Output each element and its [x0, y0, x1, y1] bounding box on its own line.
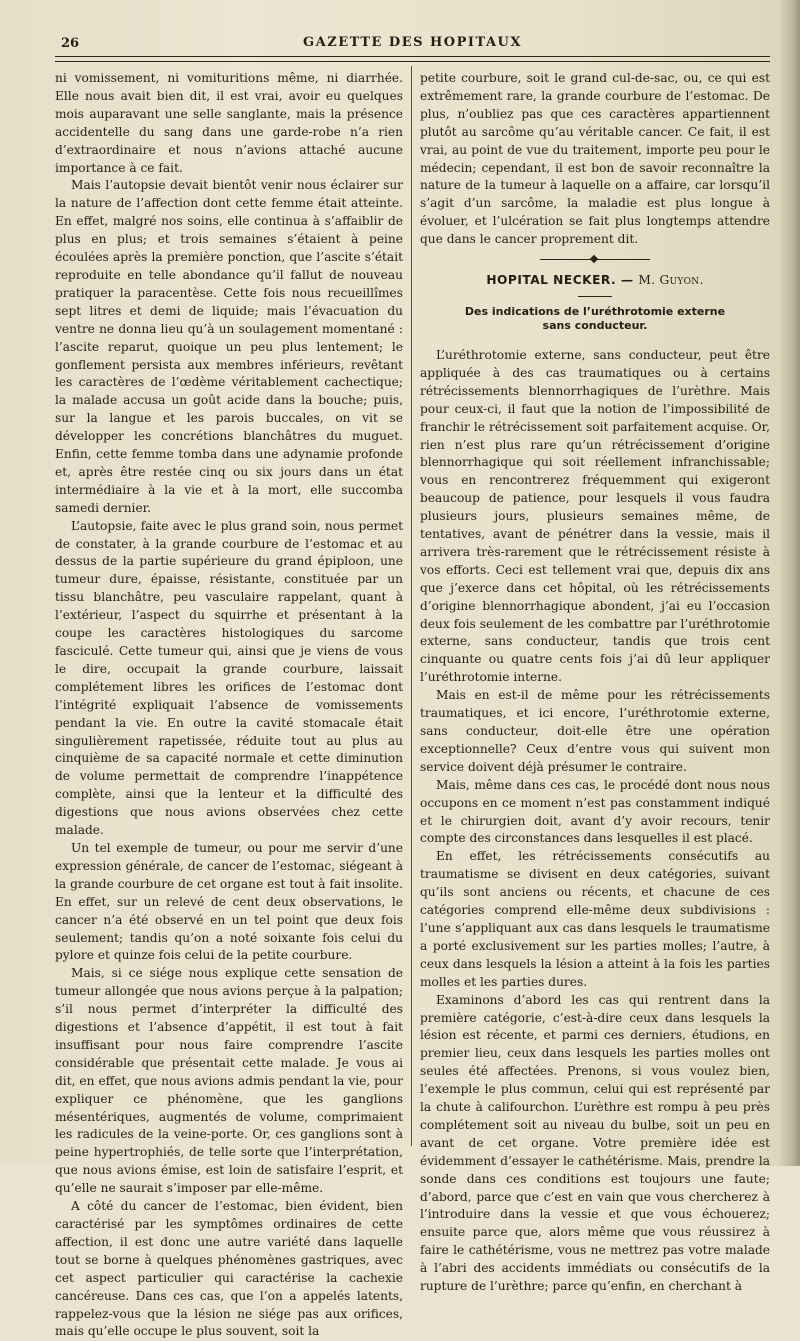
section-heading [420, 272, 770, 290]
article-title-line: sans conducteur. [542, 318, 648, 332]
page-header [55, 34, 770, 54]
left-paragraph: L’autopsie, faite avec le plus grand soin, nous permet de constater, à la grande courbure de l’estomac et au dessus de la partie supérieure du grand épiploon, une tumeur dure, épaisse, résistante, constituée par un tissu blanchâtre, peu vasculaire rappelant, quant à l’extérieur, l’aspect du squirrhe et présentant à la coupe les caractères histologiques du sarcome fasciculé. Cette tumeur qui, ainsi que je viens de vous le dire, occupait la grande courbure, laissait complétement libres les orifices de l’estomac dont l’intégrité expliquait l’absence de vomissements pendant la vie. En outre la cavité stomacale était singulièrement rapetissée, réduite tout au plus au cinquième de sa capacité normale et cette diminution de volume permettait de comprendre l’inappétence complète, ainsi que la lenteur et la difficulté des digestions que nous avions observées chez cette malade. [55, 518, 403, 838]
left-paragraph: Un tel exemple de tumeur, ou pour me servir d’une expression générale, de cancer de l’estomac, siégeant à la grande courbure de cet organe est tout à fait insolite. En effet, sur un relevé de cent deux observations, le cancer n’a été observé en un tel point que deux fois seulement; tandis qu’on a noté soixante fois celui du pylore et quinze fois celui de la petite courbure. [55, 840, 403, 963]
right-lead-paragraph: petite courbure, soit le grand cul-de-sac, ou, ce qui est extrêmement rare, la grande courbure de l’estomac. De plus, n’oubliez pas que ces caractères appartiennent plutôt au sarcôme qu’au véritable cancer. Ce fait, il est vrai, au point de vue du traitement, importe peu pour le médecin; cependant, il est bon de savoir reconnaître la nature de la tumeur à laquelle on a affaire, car lorsqu’il s’agit d’un sarcôme, la maladie est plus longue à évoluer, et l’ulcération se fait plus longtemps attendre que dans le cancer proprement dit. [420, 71, 770, 247]
running-title: GAZETTE DES HOPITAUX [303, 35, 522, 50]
page-number: 26 [61, 36, 80, 51]
right-paragraph: L’uréthrotomie externe, sans conducteur, peut être appliquée à des cas traumatiques ou à certains rétrécissements blennorrhagiques de l’urèthre. Mais pour ceux-ci, il faut que la notion de l’impossibilité de franchir le rétrécissement soit parfaitement acquise. Or, rien n’est plus rare qu’un rétrécissement d’origine blennorrhagique qui soit réellement infranchissable; vous en rencontrerez fréquemment qui exigeront beaucoup de patience, pour lesquels il vous faudra plusieurs jours, plusieurs semaines même, de tentatives, avant de pénétrer dans la vessie, mais il arrivera très-rarement que le rétrécissement résiste à vos efforts. Ceci est tellement vrai que, depuis dix ans que j’exerce dans cet hôpital, où les rétrécissements d’origine blennorrhagique abondent, j’ai eu l’occasion deux fois seulement de les combattre par l’uréthrotomie externe, sans conducteur, tandis que trois cent cinquante ou quatre cents fois j’ai dû leur appliquer l’uréthrotomie interne. [420, 347, 770, 685]
header-double-rule [55, 56, 770, 62]
page-binding-shadow [778, 0, 800, 1166]
hospital-name: HOPITAL NECKER. [486, 273, 617, 288]
right-column [420, 70, 770, 1296]
left-paragraph: ni vomissement, ni vomituritions même, ni diarrhée. Elle nous avait bien dit, il est vrai, avoir eu quelques mois auparavant une selle sanglante, mais la présence accidentelle du sang dans une garde-robe n’a rien d’extraordinaire et nous n’avions attaché aucune importance à ce fait. [55, 71, 403, 175]
left-paragraph: A côté du cancer de l’estomac, bien évident, bien caractérisé par les symptômes ordinaires de cette affection, il est donc une autre variété dans laquelle tout se borne à quelques phénomènes gastriques, avec cet aspect particulier qui caractérise la cachexie cancéreuse. Dans ces cas, que l’on a appelés latents, rappelez-vous que la lésion ne siége pas aux orifices, mais qu’elle occupe le plus souvent, soit la [55, 1199, 403, 1339]
section-separator-ornament [540, 259, 650, 260]
right-paragraph: Examinons d’abord les cas qui rentrent dans la première catégorie, c’est-à-dire ceux dans lesquels la lésion est récente, et parmi ces derniers, étudions, en premier lieu, ceux dans lesquels les parties molles ont seules été affectées. Prenons, si vous voulez bien, l’exemple le plus commun, celui qui est représenté par la chute à califourchon. L’urèthre est rompu à peu près complétement soit au niveau du bulbe, soit un peu en avant de cet organe. Votre première idée est évidemment d’essayer le cathétérisme. Mais, prendre la sonde dans ces conditions est toujours une faute; d’abord, parce que c’est en vain que vous chercherez à l’introduire dans la vessie et que vous échouerez; ensuite parce que, alors même que vous réussirez à faire le cathétérisme, vous ne mettrez pas votre malade à l’abri des accidents immédiats ou consécutifs de la rupture de l’urèthre; parce qu’enfin, en cherchant à [420, 992, 770, 1294]
left-column [55, 70, 403, 1341]
right-paragraph: En effet, les rétrécissements consécutifs au traumatisme se divisent en deux catégories, suivant qu’ils sont anciens ou récents, et chacune de ces catégories comprend elle-même deux subdivisions : l’une s’appliquant aux cas dans lesquels le traumatisme a porté exclusivement sur les parties molles; l’autre, à ceux dans lesquels la lésion a atteint à la fois les parties molles et les parties dures. [420, 849, 770, 989]
left-paragraph: Mais, si ce siége nous explique cette sensation de tumeur allongée que nous avions perçue à la palpation; s’il nous permet d’interpréter la difficulté des digestions et l’absence d’appétit, il est tout à fait insuffisant pour nous faire comprendre l’ascite considérable que présentait cette malade. Je vous ai dit, en effet, que nous avions admis pendant la vie, pour expliquer ce phénomène, que les ganglions mésentériques, augmentés de volume, comprimaient les radicules de la veine-porte. Or, ces ganglions sont à peine hypertrophiés, de telle sorte que l’interprétation, que nous avions émise, est loin de satisfaire l’esprit, et qu’elle ne saurait s’imposer par elle-même. [55, 966, 403, 1196]
right-paragraph: Mais, même dans ces cas, le procédé dont nous nous occupons en ce moment n’est pas constamment indiqué et le chirurgien doit, avant d’y avoir recours, tenir compte des circonstances dans lesquelles il est placé. [420, 777, 770, 846]
heading-short-rule [578, 296, 612, 297]
heading-dash: — [620, 273, 634, 288]
article-title-line: Des indications de l’uréthrotomie externe [464, 304, 726, 318]
article-title [420, 305, 770, 333]
column-divider [411, 66, 412, 1146]
left-paragraph: Mais l’autopsie devait bientôt venir nous éclairer sur la nature de l’affection dont cette femme était atteinte. En effet, malgré nos soins, elle continua à s’affaiblir de plus en plus; et trois semaines s’étaient à peine écoulées après la première ponction, que l’ascite s’était reproduite en telle abondance qu’il fallut de nouveau pratiquer la paracentèse. Cette fois nous recueillîmes sept litres et demi de liquide; mais l’évacuation du ventre ne donna lieu qu’à un soulagement momentané : l’ascite reparut, quoique un peu plus lentement; le gonflement persista aux membres inférieurs, revêtant les caractères de l’œdème véritablement cachectique; la malade accusa un goût acide dans la bouche; puis, sur la langue et les parois buccales, on vit se développer les concrétions blanchâtres du muguet. Enfin, cette femme tomba dans une adynamie profonde et, après être restée cinq ou six jours dans un état intermédiaire à la vie et à la mort, elle succomba samedi dernier. [55, 178, 403, 515]
surgeon-name: M. Guyon. [638, 273, 704, 288]
right-paragraph: Mais en est-il de même pour les rétrécissements traumatiques, et ici encore, l’uréthrotomie externe, sans conducteur, doit-elle être une opération exceptionnelle? Ceux d’entre vous qui suivent mon service doivent déjà présumer le contraire. [420, 688, 770, 774]
